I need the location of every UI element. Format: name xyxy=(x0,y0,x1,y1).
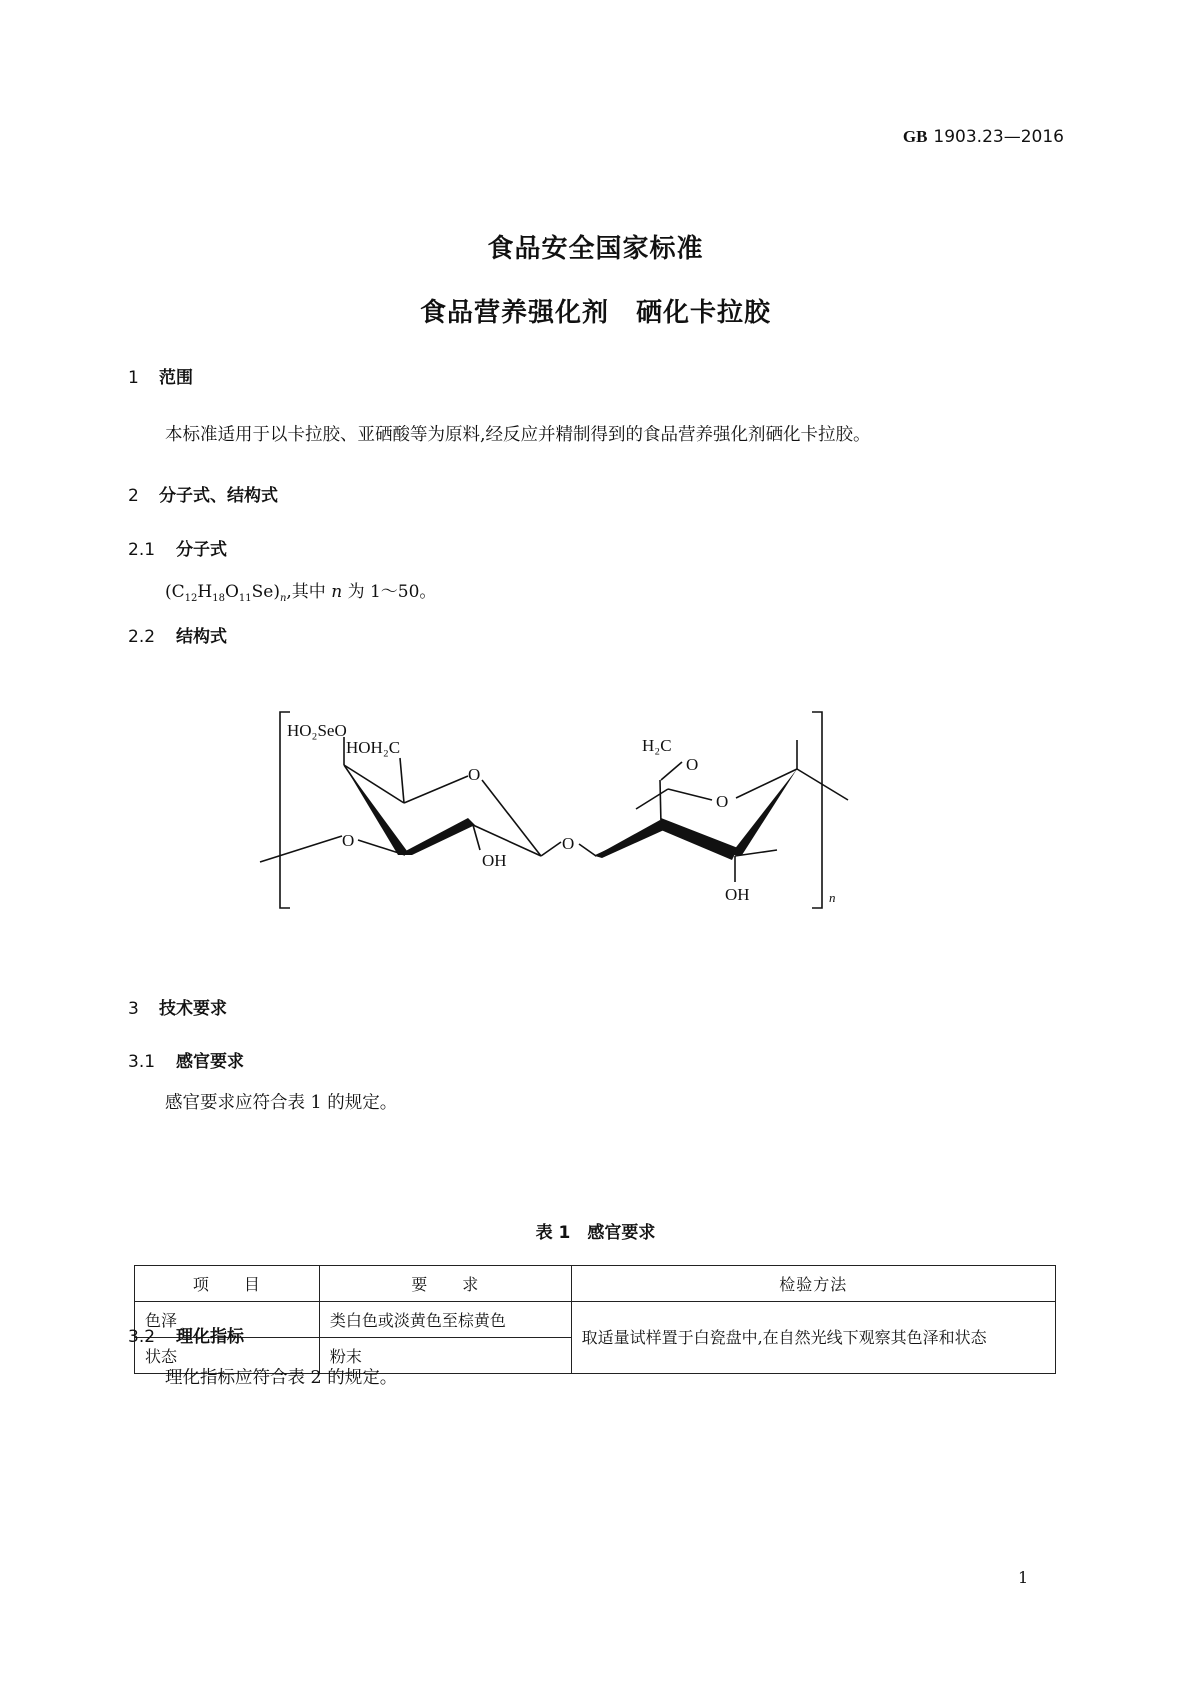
ring-oxygen-label: O xyxy=(716,792,729,811)
ho2seo-label: HO₂SeO xyxy=(287,721,347,740)
standard-prefix: GB xyxy=(902,127,928,146)
section-title: 分子式、结构式 xyxy=(159,486,278,506)
test-method: 取适量试样置于白瓷盘中,在自然光线下观察其色泽和状态 xyxy=(571,1302,1055,1374)
section-number: 3 xyxy=(128,999,139,1019)
molecular-formula: $(C_{12}H_{18}O_{11}Se)_n$,其中 n 为 1～50。 xyxy=(165,582,437,604)
column-header-requirement: 要 求 xyxy=(319,1266,571,1302)
document-subtitle: 食品营养强化剂 硒化卡拉胶 xyxy=(419,298,771,328)
h2c-label: H₂C xyxy=(642,736,672,755)
ether-oxygen-label: O xyxy=(342,831,355,850)
wedge-bond xyxy=(730,769,797,855)
bridge-oxygen-label: O xyxy=(562,834,575,853)
sensory-paragraph: 感官要求应符合表 1 的规定。 xyxy=(165,1093,398,1113)
section-number: 3.1 xyxy=(128,1052,156,1072)
page-number: 1 xyxy=(1018,1568,1029,1587)
section-title: 结构式 xyxy=(176,627,227,647)
sensory-requirements-table xyxy=(134,1265,1056,1374)
column-header-method: 检验方法 xyxy=(571,1266,1055,1302)
section-title: 分子式 xyxy=(176,540,227,560)
section-title: 感官要求 xyxy=(176,1052,244,1072)
hydroxyl-label: OH xyxy=(482,851,507,870)
wedge-bond xyxy=(595,820,664,858)
hydroxyl-label: OH xyxy=(725,885,750,904)
section-number: 2 xyxy=(128,486,139,506)
section-3-heading xyxy=(128,994,227,1019)
repeat-n-label: n xyxy=(829,890,836,905)
section-3-2-heading xyxy=(128,1322,244,1347)
section-title: 技术要求 xyxy=(159,999,227,1019)
right-bracket xyxy=(812,712,822,908)
physicochemical-paragraph: 理化指标应符合表 2 的规定。 xyxy=(165,1368,398,1388)
table-row xyxy=(135,1302,1056,1338)
row-requirement: 类白色或淡黄色至棕黄色 xyxy=(319,1302,571,1338)
left-bracket xyxy=(280,712,290,908)
section-number: 1 xyxy=(128,368,139,388)
section-3-1-heading xyxy=(128,1047,244,1072)
ring-oxygen-label: O xyxy=(468,765,481,784)
column-header-item: 项 目 xyxy=(135,1266,320,1302)
row-item: 状态 xyxy=(135,1338,320,1374)
table-header-row xyxy=(135,1266,1056,1302)
row-requirement: 粉末 xyxy=(319,1338,571,1374)
standard-code: 1903.23—2016 xyxy=(933,127,1064,147)
row-item: 色泽 xyxy=(135,1302,320,1338)
wedge-bond xyxy=(661,818,738,860)
document-title: 食品安全国家标准 xyxy=(487,234,704,264)
section-number: 2.2 xyxy=(128,627,156,647)
scope-paragraph: 本标准适用于以卡拉胶、亚硒酸等为原料,经反应并精制得到的食品营养强化剂硒化卡拉胶。 xyxy=(165,425,871,445)
hoh2c-label: HOH₂C xyxy=(346,738,401,757)
section-title: 范围 xyxy=(159,368,193,388)
section-number: 2.1 xyxy=(128,540,156,560)
anhydro-oxygen-label: O xyxy=(686,755,699,774)
wedge-bond xyxy=(398,818,475,855)
section-number: 3.2 xyxy=(128,1327,156,1347)
table-1-caption: 表 1 感官要求 xyxy=(535,1223,656,1243)
section-title: 理化指标 xyxy=(176,1327,244,1347)
